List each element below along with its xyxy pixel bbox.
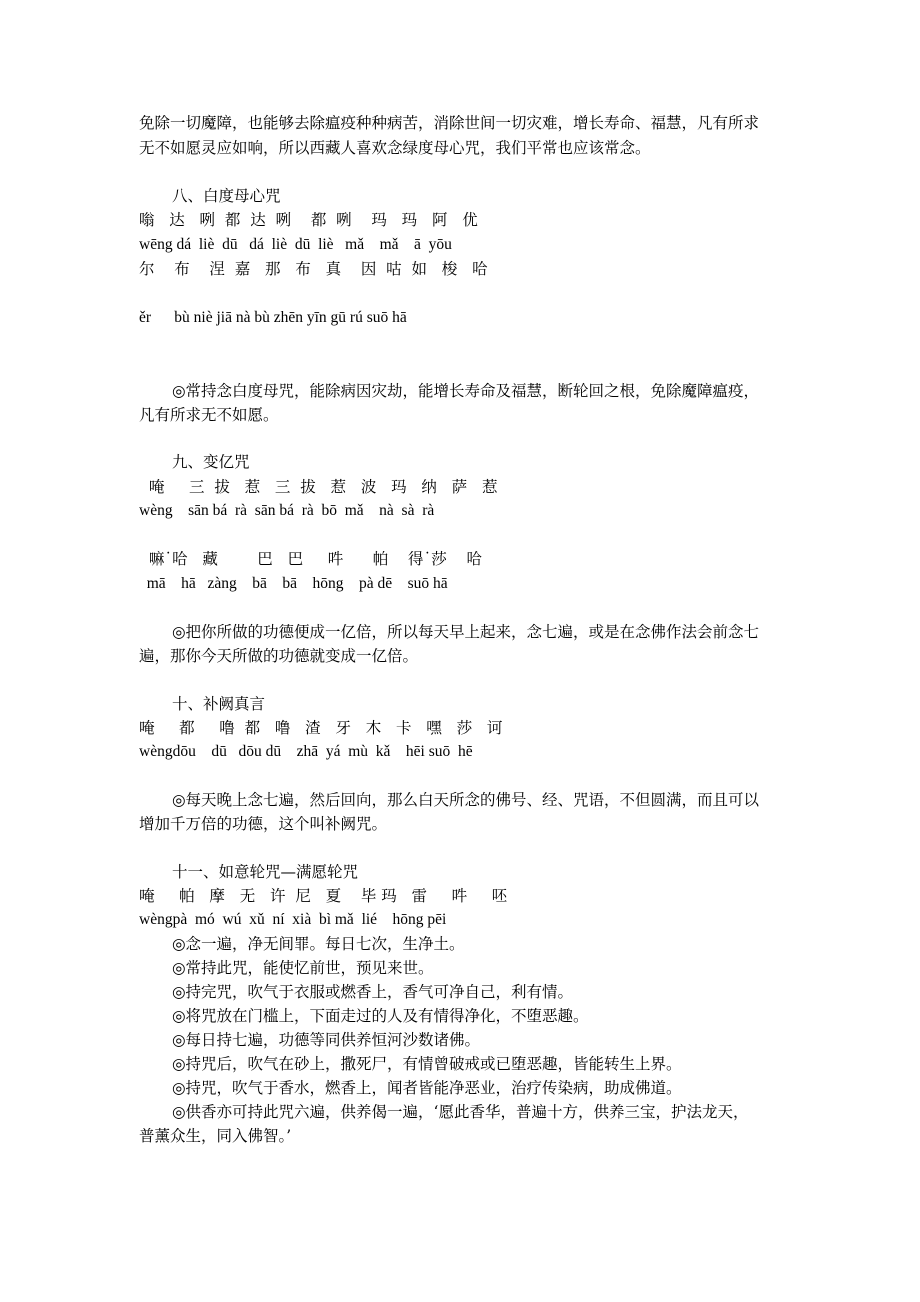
section-9-mantra-chars-1: 唵 三 拔 惹 三 拔 惹 波 玛 纳 萨 惹 [139, 478, 498, 496]
section-11-note-2: ◎常持此咒，能使忆前世，预见来世。 [172, 959, 434, 977]
section-10-note-line-2: 增加千万倍的功德，这个叫补阙咒。 [139, 815, 388, 833]
section-10-mantra-chars: 唵 都 噜 都 噜 渣 牙 木 卡 嘿 莎 诃 [139, 719, 503, 737]
intro-line-1: 免除一切魔障，也能够去除瘟疫种种病苦，消除世间一切灾难，增长寿命、福慧，凡有所求 [139, 114, 760, 132]
section-8-mantra-chars-2: 尔 布 涅 嘉 那 布 真 因 咕 如 梭 哈 [139, 260, 488, 278]
section-11-note-6: ◎持咒后，吹气在砂上，撒死尸，有情曾破戒或已堕恶趣，皆能转生上界。 [172, 1055, 682, 1073]
section-11-note-5: ◎每日持七遍，功德等同供养恒河沙数诸佛。 [172, 1031, 481, 1049]
section-10-pinyin: wèngdōu dū dōu dū zhā yá mù kǎ hēi suō hē [139, 743, 473, 760]
section-11-note-1: ◎念一遍，净无间罪。每日七次，生净土。 [172, 935, 465, 953]
section-8-note-line-1: ◎常持念白度母咒，能除病因灾劫，能增长寿命及福慧，断轮回之根，免除魔障瘟疫， [172, 382, 760, 400]
section-8-pinyin-1: wēng dá liè dū dá liè dū liè mǎ mǎ ā yōu [139, 236, 452, 253]
section-9-pinyin-2: mā hā zàng bā bā hōng pà dē suō hā [139, 575, 448, 592]
section-11-pinyin: wèngpà mó wú xǔ ní xià bì mǎ lié hōng pēi [139, 911, 447, 928]
section-9-heading: 九、变亿咒 [172, 453, 250, 471]
section-8-mantra-chars-1: 嗡 达 咧 都 达 咧 都 咧 玛 玛 阿 优 [139, 211, 478, 229]
section-8-heading: 八、白度母心咒 [172, 187, 281, 205]
section-10-heading: 十、补阙真言 [172, 695, 266, 713]
section-8-note-line-2: 凡有所求无不如愿。 [139, 406, 279, 424]
section-11-note-8: ◎供香亦可持此咒六遍，供养偈一遍，‘愿此香华，普遍十方，供养三宝，护法龙天， [172, 1103, 749, 1121]
section-9-pinyin-1: wèng sān bá rà sān bá rà bō mǎ nà sà rà [139, 502, 435, 519]
section-10-note-line-1: ◎每天晚上念七遍，然后回向，那么白天所念的佛号、经、咒语，不但圆满，而且可以 [172, 791, 760, 809]
section-11-note-7: ◎持咒，吹气于香水，燃香上，闻者皆能净恶业，治疗传染病，助成佛道。 [172, 1079, 682, 1097]
section-8-pinyin-2: ěr bù niè jiā nà bù zhēn yīn gū rú suō hā [139, 309, 407, 326]
section-9-note-line-2: 遍，那你今天所做的功德就变成一亿倍。 [139, 647, 419, 665]
section-9-note-line-1: ◎把你所做的功德便成一亿倍，所以每天早上起来，念七遍，或是在念佛作法会前念七 [172, 623, 760, 641]
intro-line-2: 无不如愿灵应如响，所以西藏人喜欢念绿度母心咒，我们平常也应该常念。 [139, 139, 651, 157]
section-11-note-4: ◎将咒放在门槛上，下面走过的人及有情得净化，不堕恶趣。 [172, 1007, 589, 1025]
section-11-heading: 十一、如意轮咒—满愿轮咒 [172, 863, 359, 881]
section-11-final-line: 普薰众生，同入佛智。’ [139, 1127, 292, 1145]
section-9-mantra-chars-2: 嘛˙哈 藏 巴 巴 吽 帕 得˙莎 哈 [139, 550, 482, 568]
section-11-note-3: ◎持完咒，吹气于衣服或燃香上，香气可净自己，利有情。 [172, 983, 574, 1001]
section-11-mantra-chars: 唵 帕 摩 无 许 尼 夏 毕 玛 雷 吽 呸 [139, 887, 508, 905]
